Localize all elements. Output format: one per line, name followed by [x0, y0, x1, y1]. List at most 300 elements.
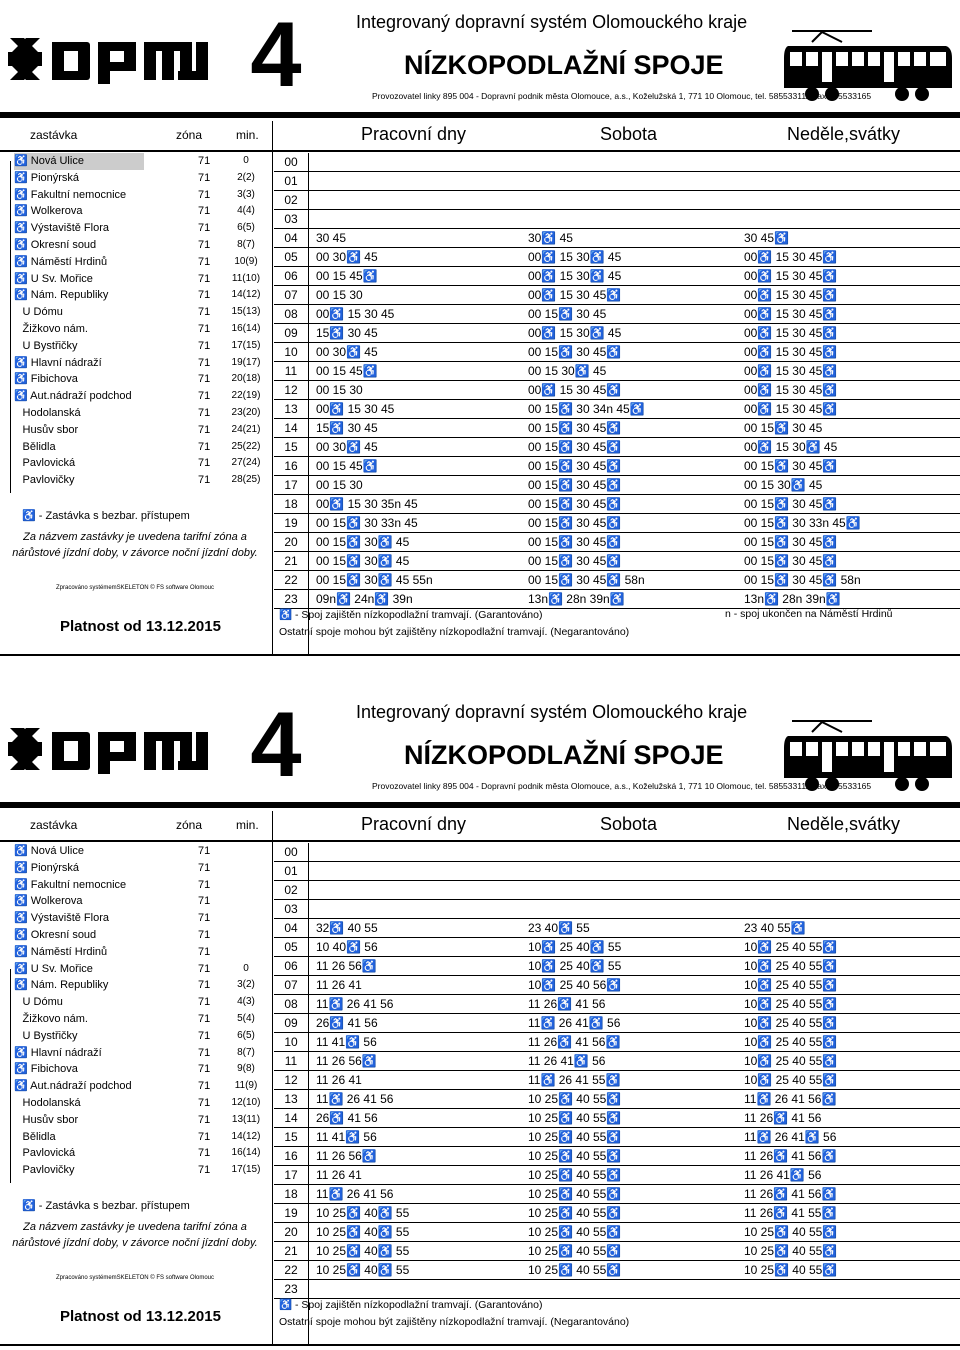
header-divider — [0, 112, 960, 118]
dpmo-logo — [8, 724, 210, 774]
saturday-header: Sobota — [600, 124, 658, 144]
minutes-list — [220, 153, 272, 489]
stop-zone: 71 — [198, 440, 211, 453]
guaranteed-note: ♿ - Spoj zajištěn nízkopodlažní tramvají. (Garantováno) — [279, 1299, 543, 1311]
stop-row — [8, 877, 216, 894]
short-trip-note: n - spoj ukončen na Náměstí Hrdinů — [725, 608, 893, 620]
stop-minutes: 17(15) — [231, 1164, 261, 1176]
hour-cell: 04 — [284, 231, 298, 245]
hour-cell: 04 — [284, 921, 298, 935]
sunday-departures: 10♿ 25 40 55♿ — [744, 1035, 838, 1049]
stop-zone: 71 — [198, 928, 211, 941]
stop-zone: 71 — [198, 1164, 211, 1177]
sunday-departures: 00 15♿ 30 45♿ 58n — [744, 573, 861, 587]
hour-cell: 16 — [284, 459, 298, 473]
weekday-header: Pracovní dny — [361, 814, 467, 834]
stop-name: ♿ Výstaviště Flora — [14, 222, 109, 235]
weekday-departures: 15♿ 30 45 — [316, 326, 378, 340]
stop-name: ♿ Fakultní nemocnice — [14, 878, 127, 891]
stop-minutes: 17(15) — [231, 339, 261, 351]
stop-zone: 71 — [198, 1080, 211, 1093]
hour-row — [274, 900, 960, 919]
software-credit: Zpracováno systémemSKELETON © FS software Olomouc — [55, 585, 215, 591]
stop-zone: 71 — [198, 845, 211, 857]
hour-cell: 05 — [284, 940, 298, 954]
stop-minutes: 15(13) — [231, 306, 261, 318]
stop-row — [8, 994, 216, 1011]
zone-column-header: zóna — [176, 128, 203, 142]
stop-list — [8, 153, 216, 489]
saturday-departures: 13n♿ 28n 39n♿ — [528, 592, 625, 606]
stop-name: ♿ Náměstí Hrdinů — [14, 255, 108, 268]
weekday-departures: 00 15 45♿ — [316, 459, 378, 473]
stop-zone: 71 — [198, 996, 211, 1009]
hour-row — [274, 1071, 960, 1090]
weekday-departures: 10 40♿ 56 — [316, 940, 378, 954]
stop-row — [8, 843, 216, 860]
hour-cell: 07 — [284, 288, 298, 302]
sunday-departures: 00 15 30♿ 45 — [744, 478, 823, 492]
hour-row — [274, 1166, 960, 1185]
saturday-departures: 10 25♿ 40 55♿ — [528, 1168, 622, 1182]
sunday-departures: 00 15♿ 30 33n 45♿ — [744, 516, 861, 530]
stop-zone: 71 — [198, 255, 211, 268]
weekday-departures: 15♿ 30 45 — [316, 421, 378, 435]
stop-row — [8, 1112, 216, 1129]
hour-row — [274, 995, 960, 1014]
stop-name: U Bystřičky — [14, 1029, 78, 1042]
stop-zone: 71 — [198, 423, 211, 436]
weekday-departures: 11 26 41 — [316, 1073, 362, 1087]
weekday-departures: 00 15♿ 30♿ 45 55n — [316, 573, 433, 587]
column-divider — [272, 811, 273, 1346]
footer-divider — [0, 654, 960, 656]
stop-row — [8, 371, 216, 388]
sunday-departures: 00 15♿ 30 45♿ — [744, 535, 838, 549]
saturday-departures: 11♿ 26 41♿ 56 — [528, 1016, 621, 1030]
stop-row — [8, 187, 216, 204]
weekday-departures: 26♿ 41 56 — [316, 1111, 378, 1125]
stop-zone: 71 — [198, 1046, 211, 1059]
stop-zone: 71 — [198, 238, 211, 251]
stop-row — [8, 910, 216, 927]
stop-row — [8, 271, 216, 288]
saturday-departures: 10 25♿ 40 55♿ — [528, 1206, 622, 1220]
stop-row — [8, 1095, 216, 1112]
stop-minutes: 8(7) — [237, 1046, 255, 1058]
hour-row — [274, 1242, 960, 1261]
stop-name: Pavlovičky — [14, 1164, 75, 1177]
stop-zone: 71 — [198, 945, 211, 958]
hour-row — [274, 881, 960, 900]
stop-row — [8, 455, 216, 472]
stop-row — [8, 1011, 216, 1028]
hour-row — [274, 1128, 960, 1147]
hour-cell: 15 — [284, 1130, 298, 1144]
stop-minutes — [220, 877, 272, 894]
timetable-title: NÍZKOPODLAŽNÍ SPOJE — [404, 740, 724, 770]
saturday-departures: 11 26♿ 41 56 — [528, 997, 606, 1011]
hour-row — [274, 1052, 960, 1071]
hour-cell: 12 — [284, 1073, 298, 1087]
stop-name: ♿ Pionýrská — [14, 171, 80, 184]
weekday-departures: 00 15♿ 30 33n 45 — [316, 516, 418, 530]
hour-cell: 16 — [284, 1149, 298, 1163]
stop-minutes: 2(2) — [237, 171, 255, 183]
weekday-departures: 00 30♿ 45 — [316, 345, 378, 359]
stop-row — [8, 338, 216, 355]
hour-row — [274, 862, 960, 881]
sunday-departures: 11 26♿ 41 56♿ — [744, 1149, 837, 1163]
sunday-departures: 00♿ 15 30 45♿ — [744, 326, 838, 340]
saturday-departures: 00♿ 15 30 45♿ — [528, 288, 622, 302]
saturday-departures: 00 15♿ 30 45♿ — [528, 459, 622, 473]
sunday-departures: 11♿ 26 41 56♿ — [744, 1092, 837, 1106]
sunday-departures: 11 26♿ 41 56 — [744, 1111, 822, 1125]
stop-minutes — [220, 843, 272, 860]
stop-name: Pavlovická — [14, 457, 76, 470]
stop-name: ♿ Nová Ulice — [14, 845, 84, 857]
timetable-panel — [0, 0, 960, 660]
stop-minutes: 10(9) — [234, 255, 258, 267]
hour-row — [274, 343, 960, 362]
stop-zone: 71 — [198, 1029, 211, 1042]
stop-minutes: 8(7) — [237, 238, 255, 250]
stop-minutes — [220, 927, 272, 944]
stop-name: ♿ Aut.nádraží podchod — [14, 1080, 132, 1093]
stop-row — [8, 893, 216, 910]
hour-cell: 21 — [284, 554, 298, 568]
sunday-departures: 10 25♿ 40 55♿ — [744, 1263, 838, 1277]
stop-row — [8, 927, 216, 944]
saturday-departures: 00 15♿ 30 45♿ — [528, 421, 622, 435]
saturday-departures: 30♿ 45 — [528, 231, 573, 245]
minutes-column-header: min. — [236, 818, 259, 832]
sunday-departures: 23 40 55♿ — [744, 921, 806, 935]
hour-row — [274, 229, 960, 248]
stop-name: ♿ Nám. Republiky — [14, 979, 109, 992]
stop-row — [8, 439, 216, 456]
stop-row — [8, 961, 216, 978]
column-header-divider — [0, 840, 960, 842]
hour-divider — [308, 843, 309, 1344]
saturday-departures: 11 26 41♿ 56 — [528, 1054, 606, 1068]
hour-cell: 15 — [284, 440, 298, 454]
hour-cell: 13 — [284, 402, 298, 416]
stop-row — [8, 1129, 216, 1146]
weekday-departures: 30 45 — [316, 231, 347, 245]
hour-row — [274, 1223, 960, 1242]
wheelchair-legend: ♿ - Zastávka s bezbar. přístupem — [22, 1200, 190, 1212]
hour-cell: 01 — [284, 864, 298, 878]
hour-cell: 10 — [284, 345, 298, 359]
operator-info: Provozovatel linky 895 004 - Dopravní podnik města Olomouce, a.s., Koželužská 1, 771 10 Olomouc, tel. 585533111, fax 585533165 — [372, 781, 872, 791]
minutes-list — [220, 843, 272, 1179]
weekday-departures: 10 25♿ 40♿ 55 — [316, 1263, 410, 1277]
stop-zone: 71 — [198, 272, 211, 285]
stop-zone: 71 — [198, 339, 211, 352]
sunday-departures: 10♿ 25 40 55♿ — [744, 1016, 838, 1030]
weekday-departures: 10 25♿ 40♿ 55 — [316, 1206, 410, 1220]
stop-zone: 71 — [198, 861, 211, 874]
stop-name: ♿ Wolkerova — [14, 205, 83, 218]
operator-info: Provozovatel linky 895 004 - Dopravní podnik města Olomouce, a.s., Koželužská 1, 771 10 Olomouc, tel. 585533111, fax 585533165 — [372, 91, 872, 101]
stop-minutes: 22(19) — [231, 390, 261, 402]
hour-cell: 17 — [284, 478, 298, 492]
stop-zone: 71 — [198, 457, 211, 470]
saturday-departures: 10♿ 25 40 56♿ — [528, 978, 622, 992]
stop-minutes: 12(10) — [231, 1096, 261, 1108]
stop-name: U Bystřičky — [14, 339, 78, 352]
stop-name: ♿ Pionýrská — [14, 861, 80, 874]
hour-row — [274, 267, 960, 286]
weekday-departures: 11 26 41 — [316, 978, 362, 992]
sunday-departures: 10♿ 25 40 55♿ — [744, 940, 838, 954]
sunday-header: Neděle,svátky — [787, 124, 901, 144]
stop-name: ♿ Fibichova — [14, 1063, 78, 1076]
stop-row — [8, 472, 216, 489]
stop-minutes: 27(24) — [231, 457, 261, 469]
hour-cell: 23 — [284, 1282, 298, 1296]
sunday-departures: 00 15♿ 30 45♿ — [744, 497, 838, 511]
hour-cell: 22 — [284, 1263, 298, 1277]
saturday-departures: 10 25♿ 40 55♿ — [528, 1263, 622, 1277]
stop-minutes: 5(4) — [237, 1012, 255, 1024]
stop-name: Husův sbor — [14, 1113, 79, 1126]
stop-zone: 71 — [198, 390, 211, 403]
stop-row — [8, 1145, 216, 1162]
stop-minutes: 9(8) — [237, 1063, 255, 1075]
saturday-departures: 00♿ 15 30♿ 45 — [528, 326, 622, 340]
stop-minutes: 20(18) — [231, 373, 261, 385]
weekday-departures: 00 15 45♿ — [316, 364, 378, 378]
stop-row — [8, 1061, 216, 1078]
hour-row — [274, 552, 960, 571]
stop-minutes: 14(12) — [231, 1130, 261, 1142]
hour-cell: 18 — [284, 1187, 298, 1201]
saturday-departures: 00 15♿ 30 45♿ 58n — [528, 573, 645, 587]
hour-cell: 08 — [284, 997, 298, 1011]
hour-cell: 12 — [284, 383, 298, 397]
sunday-departures: 11 26♿ 41 56♿ — [744, 1187, 837, 1201]
weekday-departures: 11 26 56♿ — [316, 959, 377, 973]
stop-minutes: 6(5) — [237, 1029, 255, 1041]
hour-cell: 07 — [284, 978, 298, 992]
stop-name: ♿ Náměstí Hrdinů — [14, 945, 108, 958]
sunday-departures: 10♿ 25 40 55♿ — [744, 978, 838, 992]
stop-name: Žižkovo nám. — [14, 322, 88, 335]
hour-row — [274, 286, 960, 305]
stop-name: ♿ Hlavní nádraží — [14, 1046, 102, 1059]
sunday-departures: 13n♿ 28n 39n♿ — [744, 592, 841, 606]
stop-zone: 71 — [198, 222, 211, 235]
sunday-departures: 10 25♿ 40 55♿ — [744, 1225, 838, 1239]
timetable-title: NÍZKOPODLAŽNÍ SPOJE — [404, 50, 724, 80]
saturday-departures: 00 15♿ 30 45♿ — [528, 440, 622, 454]
saturday-departures: 10 25♿ 40 55♿ — [528, 1244, 622, 1258]
hour-row — [274, 1014, 960, 1033]
stop-name: ♿ Nová Ulice — [14, 153, 144, 170]
hour-cell: 11 — [284, 1054, 298, 1068]
stop-name: Pavlovičky — [14, 474, 75, 487]
sunday-departures: 00 15♿ 30 45♿ — [744, 554, 838, 568]
stop-minutes: 0 — [243, 962, 249, 974]
stop-row — [8, 1028, 216, 1045]
stop-name: Hodolanská — [14, 1096, 81, 1109]
weekday-departures: 00 15 30 — [316, 288, 363, 302]
weekday-departures: 11 41♿ 56 — [316, 1130, 377, 1144]
sunday-departures: 00♿ 15 30 45♿ — [744, 345, 838, 359]
stop-minutes — [220, 860, 272, 877]
saturday-departures: 00 15♿ 30 45♿ — [528, 345, 622, 359]
hour-cell: 09 — [284, 1016, 298, 1030]
hour-row — [274, 533, 960, 552]
stop-minutes: 14(12) — [231, 289, 261, 301]
stop-zone: 71 — [198, 474, 211, 487]
hour-row — [274, 514, 960, 533]
hour-cell: 20 — [284, 1225, 298, 1239]
saturday-departures: 00 15♿ 30 45♿ — [528, 535, 622, 549]
stop-zone: 71 — [198, 912, 211, 925]
hour-cell: 19 — [284, 516, 298, 530]
stop-zone: 71 — [198, 895, 211, 908]
saturday-departures: 11♿ 26 41 55♿ — [528, 1073, 621, 1087]
stop-name: ♿ Aut.nádraží podchod — [14, 390, 132, 403]
stop-minutes: 28(25) — [231, 474, 261, 486]
stop-zone: 71 — [198, 322, 211, 335]
stop-minutes: 23(20) — [231, 406, 261, 418]
hour-row — [274, 210, 960, 229]
hour-cell: 17 — [284, 1168, 298, 1182]
stop-name: ♿ Hlavní nádraží — [14, 356, 102, 369]
hour-cell: 06 — [284, 269, 298, 283]
weekday-departures: 10 25♿ 40♿ 55 — [316, 1244, 410, 1258]
sunday-departures: 00♿ 15 30 45♿ — [744, 288, 838, 302]
hour-row — [274, 476, 960, 495]
hour-row — [274, 248, 960, 267]
stop-zone: 71 — [198, 1147, 211, 1160]
stop-name: Bělidla — [14, 440, 56, 453]
sunday-departures: 10♿ 25 40 55♿ — [744, 959, 838, 973]
hour-cell: 19 — [284, 1206, 298, 1220]
hour-row — [274, 400, 960, 419]
direction-arrow — [10, 969, 11, 1183]
stop-list — [8, 843, 216, 1179]
sunday-departures: 11 26 41♿ 56 — [744, 1168, 822, 1182]
sunday-departures: 00 15♿ 30 45 — [744, 421, 823, 435]
sunday-departures: 10 25♿ 40 55♿ — [744, 1244, 838, 1258]
hour-cell: 14 — [284, 421, 298, 435]
sunday-departures: 00♿ 15 30 45♿ — [744, 364, 838, 378]
hour-row — [274, 324, 960, 343]
stop-row — [8, 388, 216, 405]
stop-zone: 71 — [198, 979, 211, 992]
saturday-departures: 11 26♿ 41 56♿ — [528, 1035, 621, 1049]
timetable-header — [0, 0, 960, 112]
sunday-departures: 11 26♿ 41 55♿ — [744, 1206, 837, 1220]
weekday-departures: 00 15♿ 30♿ 45 — [316, 554, 410, 568]
hour-row — [274, 919, 960, 938]
stop-name: Hodolanská — [14, 406, 81, 419]
saturday-departures: 10♿ 25 40♿ 55 — [528, 940, 622, 954]
hour-cell: 14 — [284, 1111, 298, 1125]
stop-name: ♿ Okresní soud — [14, 928, 97, 941]
saturday-header: Sobota — [600, 814, 658, 834]
sunday-departures: 00♿ 15 30 45♿ — [744, 250, 838, 264]
stop-row — [8, 405, 216, 422]
hour-row — [274, 1261, 960, 1280]
sunday-departures: 10♿ 25 40 55♿ — [744, 1073, 838, 1087]
zone-column-header: zóna — [176, 818, 203, 832]
stop-minutes — [220, 944, 272, 961]
stop-row — [8, 304, 216, 321]
stop-zone: 71 — [198, 155, 211, 167]
weekday-departures: 00♿ 15 30 45 — [316, 307, 395, 321]
hour-row — [274, 1185, 960, 1204]
hour-cell: 08 — [284, 307, 298, 321]
weekday-departures: 00♿ 15 30 45 — [316, 402, 395, 416]
stop-name: Bělidla — [14, 1130, 56, 1143]
saturday-departures: 10 25♿ 40 55♿ — [528, 1187, 622, 1201]
sunday-departures: 00♿ 15 30♿ 45 — [744, 440, 838, 454]
weekday-departures: 00 15 45♿ — [316, 269, 378, 283]
weekday-departures: 11♿ 26 41 56 — [316, 1187, 394, 1201]
weekday-departures: 11 26 41 — [316, 1168, 362, 1182]
ids-title: Integrovaný dopravní systém Olomouckého kraje — [356, 12, 748, 32]
hour-row — [274, 1090, 960, 1109]
hour-row — [274, 1280, 960, 1299]
stop-name: ♿ Fibichova — [14, 373, 78, 386]
stop-row — [8, 422, 216, 439]
weekday-departures: 26♿ 41 56 — [316, 1016, 378, 1030]
hour-cell: 02 — [284, 193, 298, 207]
saturday-departures: 00 15♿ 30 34n 45♿ — [528, 402, 645, 416]
stop-minutes: 11(9) — [234, 1080, 258, 1092]
stop-row — [8, 944, 216, 961]
sunday-departures: 00♿ 15 30 45♿ — [744, 269, 838, 283]
saturday-departures: 00 15♿ 30 45♿ — [528, 478, 622, 492]
zone-legend: Za názvem zastávky je uvedena tarifní zóna a nárůstové jízdní doby, v závorce noční jízdní doby. — [12, 1221, 258, 1249]
stop-name: ♿ Výstaviště Flora — [14, 912, 109, 925]
minutes-column-header: min. — [236, 128, 259, 142]
hour-row — [274, 571, 960, 590]
validity-date: Platnost od 13.12.2015 — [60, 618, 221, 635]
weekday-departures: 00 30♿ 45 — [316, 440, 378, 454]
stop-minutes: 4(4) — [237, 205, 255, 217]
sunday-departures: 30 45♿ — [744, 231, 789, 245]
hour-row — [274, 957, 960, 976]
stop-minutes: 19(17) — [231, 356, 261, 368]
hour-row — [274, 191, 960, 210]
stop-row — [8, 203, 216, 220]
hour-row — [274, 1204, 960, 1223]
hour-row — [274, 1109, 960, 1128]
stop-row — [8, 220, 216, 237]
sunday-departures: 10♿ 25 40 55♿ — [744, 997, 838, 1011]
stop-name: ♿ U Sv. Mořice — [14, 962, 93, 975]
stop-name: ♿ Wolkerova — [14, 895, 83, 908]
hour-row — [274, 419, 960, 438]
hour-row — [274, 976, 960, 995]
zone-legend: Za názvem zastávky je uvedena tarifní zóna a nárůstové jízdní doby, v závorce noční jízdní doby. — [12, 531, 258, 559]
hour-cell: 21 — [284, 1244, 298, 1258]
stop-name: ♿ Fakultní nemocnice — [14, 188, 127, 201]
stop-zone: 71 — [198, 188, 211, 201]
stop-zone: 71 — [198, 205, 211, 218]
timetable-header — [0, 690, 960, 802]
hour-cell: 01 — [284, 174, 298, 188]
hour-cell: 10 — [284, 1035, 298, 1049]
